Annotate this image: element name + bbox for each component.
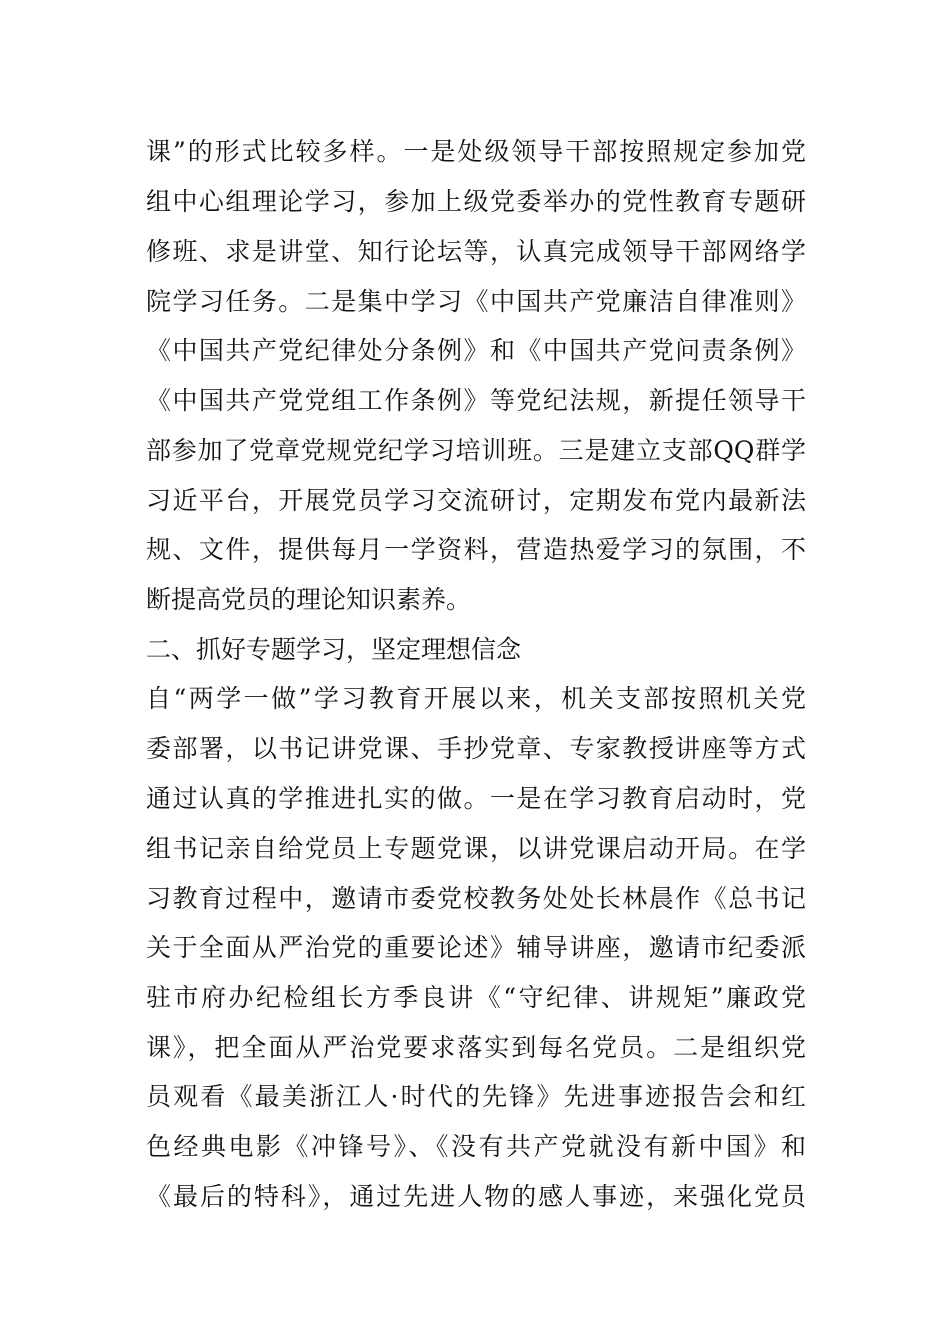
text-line: 课”的形式比较多样。一是处级领导干部按照规定参加党 [146, 137, 806, 166]
text-line: 驻市府办纪检组长方季良讲《“守纪律、讲规矩”廉政党 [146, 983, 806, 1012]
text-line: 自“两学一做”学习教育开展以来，机关支部按照机关党 [146, 684, 806, 713]
text-line: 委部署，以书记讲党课、手抄党章、专家教授讲座等方式 [146, 734, 806, 763]
text-line: 习近平台，开展党员学习交流研讨，定期发布党内最新法 [146, 486, 806, 515]
text-line: 规、文件，提供每月一学资料，营造热爱学习的氛围，不 [146, 535, 806, 564]
text-line: 组书记亲自给党员上专题党课，以讲党课启动开局。在学 [146, 834, 806, 863]
text-line: 关于全面从严治党的重要论述》辅导讲座，邀请市纪委派 [146, 933, 806, 962]
text-line: 员观看《最美浙江人·时代的先锋》先进事迹报告会和红 [146, 1082, 806, 1111]
section-heading: 二、抓好专题学习，坚定理想信念 [146, 635, 522, 664]
text-line: 课》，把全面从严治党要求落实到每名党员。二是组织党 [146, 1033, 806, 1062]
text-line: 《中国共产党党组工作条例》等党纪法规，新提任领导干 [146, 386, 806, 415]
text-line: 院学习任务。二是集中学习《中国共产党廉洁自律准则》 [146, 287, 806, 316]
text-line: 修班、求是讲堂、知行论坛等，认真完成领导干部网络学 [146, 237, 806, 266]
text-line: 习教育过程中，邀请市委党校教务处处长林晨作《总书记 [146, 884, 806, 913]
text-line: 色经典电影《冲锋号》、《没有共产党就没有新中国》和 [146, 1132, 806, 1161]
text-line: 《最后的特科》，通过先进人物的感人事迹，来强化党员 [146, 1182, 806, 1211]
text-line: 《中国共产党纪律处分条例》和《中国共产党问责条例》 [146, 336, 806, 365]
text-line: 部参加了党章党规党纪学习培训班。三是建立支部QQ群学 [146, 436, 806, 465]
text-line: 组中心组理论学习，参加上级党委举办的党性教育专题研 [146, 187, 806, 216]
text-line: 断提高党员的理论知识素养。 [146, 585, 472, 614]
text-line: 通过认真的学推进扎实的做。一是在学习教育启动时，党 [146, 784, 806, 813]
